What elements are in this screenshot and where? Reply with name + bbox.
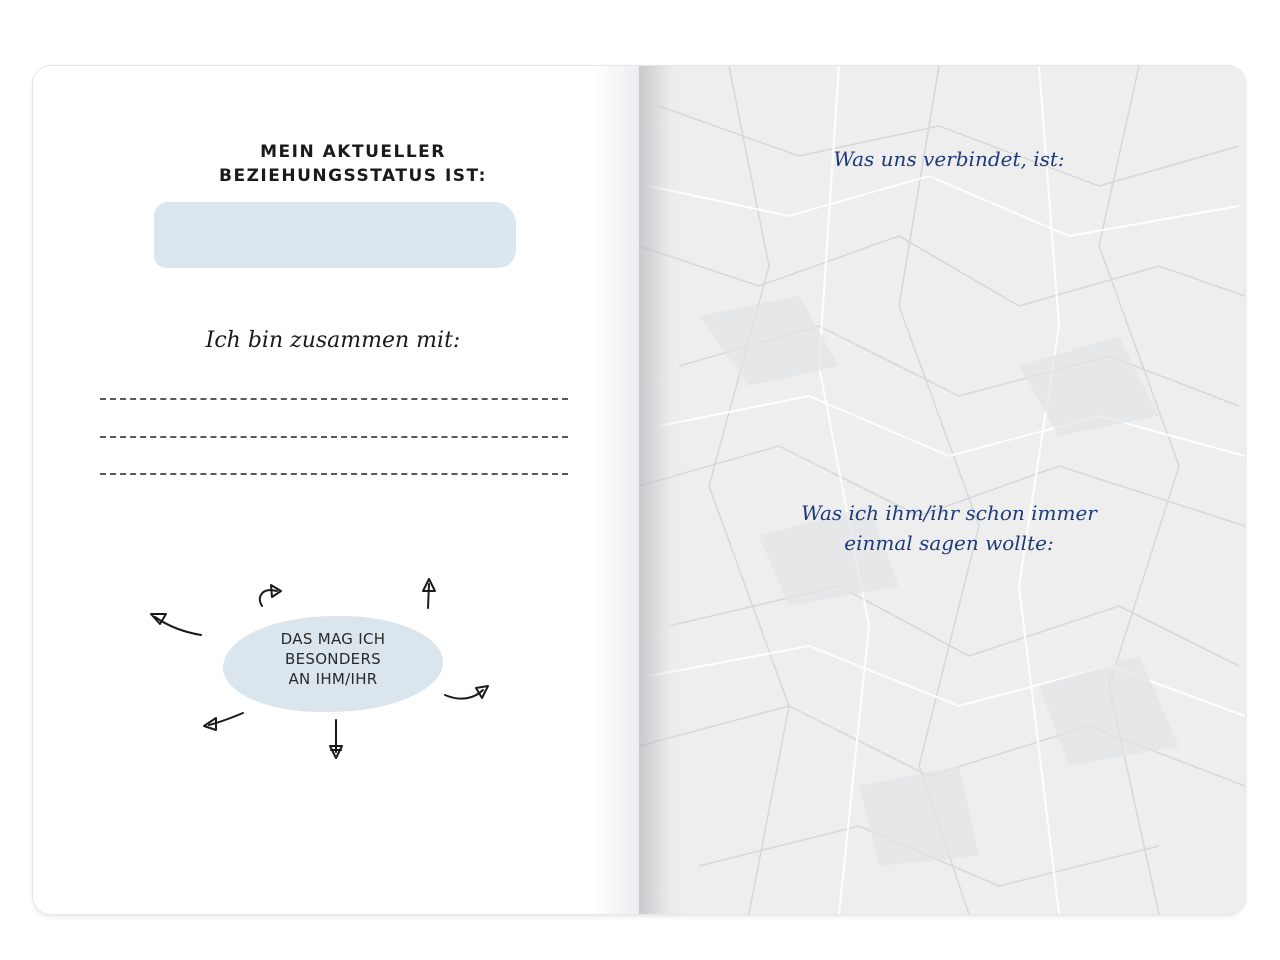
mind-map-line-2: BESONDERS bbox=[285, 650, 381, 668]
arrow-up-icon bbox=[423, 579, 435, 608]
always-wanted-to-say-prompt bbox=[749, 498, 1149, 558]
arrow-right-curl-icon bbox=[445, 686, 488, 699]
heading-line-1: MEIN AKTUELLER bbox=[260, 142, 446, 162]
together-with-label: Ich bin zusammen mit: bbox=[205, 328, 461, 353]
mind-map-line-1: DAS MAG ICH bbox=[280, 630, 386, 648]
spine-shadow bbox=[639, 66, 693, 914]
mind-map-arrows bbox=[33, 66, 639, 914]
mind-map-line-3: AN IHM/IHR bbox=[288, 670, 378, 688]
prompt2-line-2: einmal sagen wollte: bbox=[844, 531, 1054, 555]
right-page-crumpled-paper bbox=[639, 66, 1245, 914]
arrow-down-icon bbox=[330, 720, 342, 758]
heading-line-2: BEZIEHUNGSSTATUS IST: bbox=[219, 166, 487, 186]
prompt2-line-1: Was ich ihm/ihr schon immer bbox=[801, 501, 1097, 525]
arrow-upper-left-icon bbox=[151, 614, 201, 635]
crumpled-paper-texture bbox=[639, 66, 1245, 914]
arrow-up-curl-icon bbox=[260, 585, 281, 606]
gutter-shadow bbox=[593, 66, 639, 914]
left-page bbox=[33, 66, 639, 914]
what-connects-us-prompt: Was uns verbindet, ist: bbox=[833, 147, 1065, 171]
open-notebook bbox=[33, 66, 1245, 914]
arrow-lower-left-icon bbox=[204, 713, 243, 730]
